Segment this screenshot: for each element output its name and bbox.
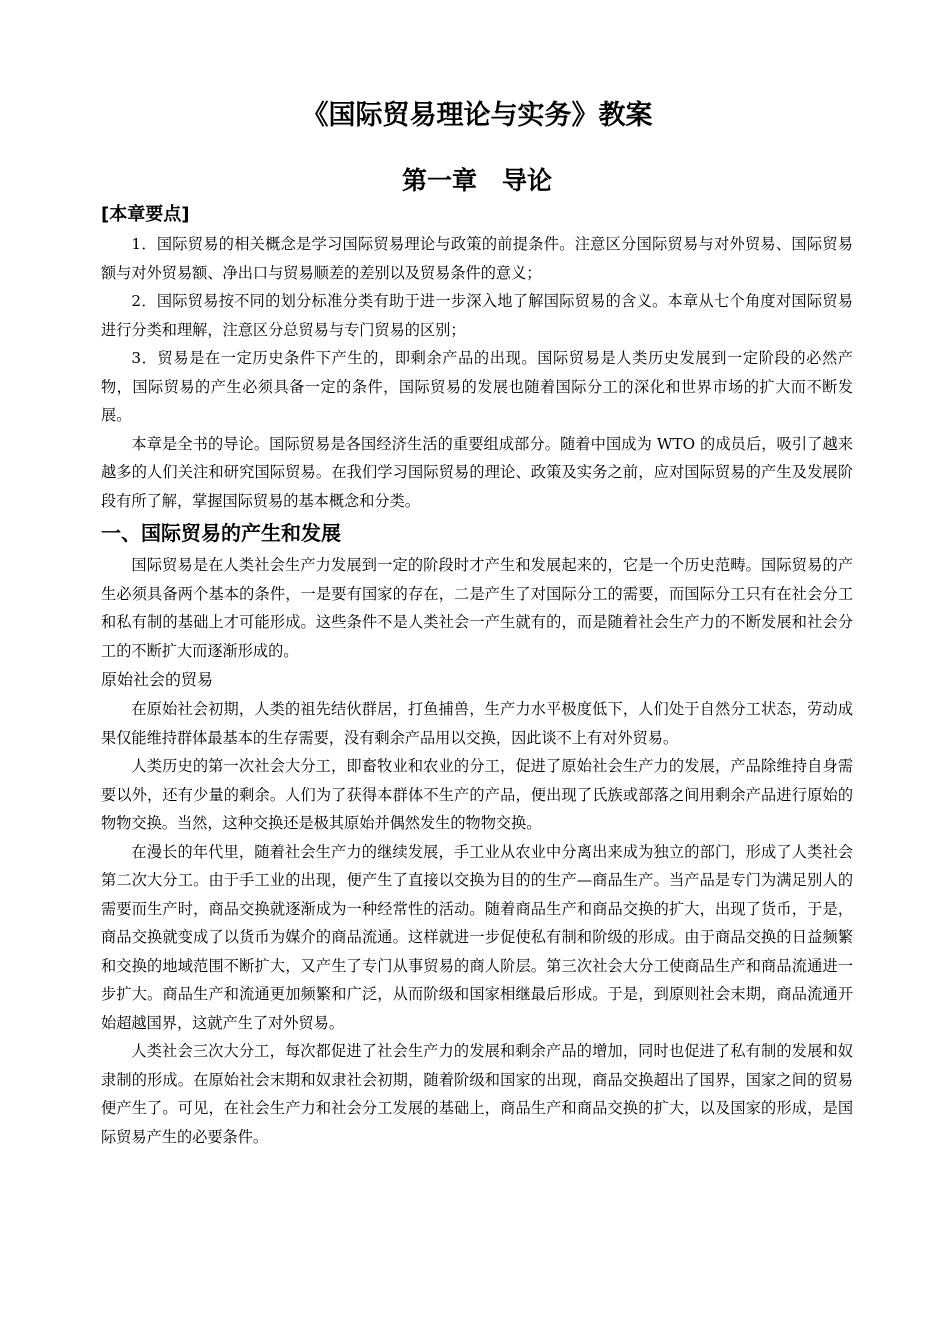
section-intro-paragraph: 国际贸易是在人类社会生产力发展到一定的阶段时才产生和发展起来的，它是一个历史范畴。国际贸易的产生必须具备两个基本的条件，一是要有国家的存在，二是产生了对国际分工的需要，而国际分工只有在社会分工和私有制的基础上才可能形成。这些条件不是人类社会一产生就有的，而是随着社会生产力的不断发展和社会分工的不断扩大而逐渐形成的。 xyxy=(101,556,853,660)
body-paragraph: 在原始社会初期，人类的祖先结伙群居，打鱼捕兽，生产力水平极度低下，人们处于自然分工状态，劳动成果仅能维持群体最基本的生存需要，没有剩余产品用以交换，因此谈不上有对外贸易。 xyxy=(101,700,853,747)
document-title: 《国际贸易理论与实务》教案 xyxy=(301,100,653,131)
body-paragraph: 在漫长的年代里，随着社会生产力的继续发展，手工业从农业中分离出来成为独立的部门，形成了人类社会第二次大分工。由于手工业的出现，便产生了直接以交换为目的的生产—商品生产。当产品是专门为满足别人的需要而生产时，商品交换就逐渐成为一种经常性的活动。随着商品生产和商品交换的扩大，出现了货币，于是，商品交换就变成了以货币为媒介的商品流通。这样就进一步促使私有制和阶级的形成。由于商品交换的日益频繁和交换的地域范围不断扩大，又产生了专门从事贸易的商人阶层。第三次社会大分工使商品生产和商品流通进一步扩大。商品生产和流通更加频繁和广泛，从而阶级和国家相继最后形成。于是，到原则社会末期，商品流通开始超越国界，这就产生了对外贸易。 xyxy=(101,842,853,1032)
key-points-heading: [本章要点] xyxy=(101,204,190,225)
section-heading: 一、国际贸易的产生和发展 xyxy=(101,521,341,545)
subsection-heading: 原始社会的贸易 xyxy=(101,670,214,689)
chapter-intro-paragraph: 本章是全书的导论。国际贸易是各国经济生活的重要组成部分。随着中国成为 WTO 的成员后，吸引了越来越多的人们关注和研究国际贸易。在我们学习国际贸易的理论、政策及实务之前，应对国际贸易的产生及发展阶段有所了解，掌握国际贸易的基本概念和分类。 xyxy=(101,434,853,510)
body-paragraph: 人类历史的第一次社会大分工，即畜牧业和农业的分工，促进了原始社会生产力的发展，产品除维持自身需要以外，还有少量的剩余。人们为了获得本群体不生产的产品，便出现了氏族或部落之间用剩余产品进行原始的物物交换。当然，这种交换还是极其原始并偶然发生的物物交换。 xyxy=(101,757,853,832)
document-body xyxy=(101,200,853,1151)
body-paragraph: 人类社会三次大分工，每次都促进了社会生产力的发展和剩余产品的增加，同时也促进了私有制的发展和奴隶制的形成。在原始社会末期和奴隶社会初期，随着阶级和国家的出现，商品交换超出了国界，国家之间的贸易便产生了。可见，在社会生产力和社会分工发展的基础上，商品生产和商品交换的扩大，以及国家的形成，是国际贸易产生的必要条件。 xyxy=(101,1042,853,1146)
key-point-3: 3．贸易是在一定历史条件下产生的，即剩余产品的出现。国际贸易是人类历史发展到一定阶段的必然产物，国际贸易的产生必须具备一定的条件，国际贸易的发展也随着国际分工的深化和世界市场的扩大而不断发展。 xyxy=(101,349,853,424)
chapter-title: 第一章 导论 xyxy=(401,166,552,195)
key-point-1: 1．国际贸易的相关概念是学习国际贸易理论与政策的前提条件。注意区分国际贸易与对外贸易、国际贸易额与对外贸易额、净出口与贸易顺差的差别以及贸易条件的意义； xyxy=(101,235,853,282)
key-point-2: 2．国际贸易按不同的划分标准分类有助于进一步深入地了解国际贸易的含义。本章从七个角度对国际贸易进行分类和理解，注意区分总贸易与专门贸易的区别； xyxy=(101,292,853,339)
